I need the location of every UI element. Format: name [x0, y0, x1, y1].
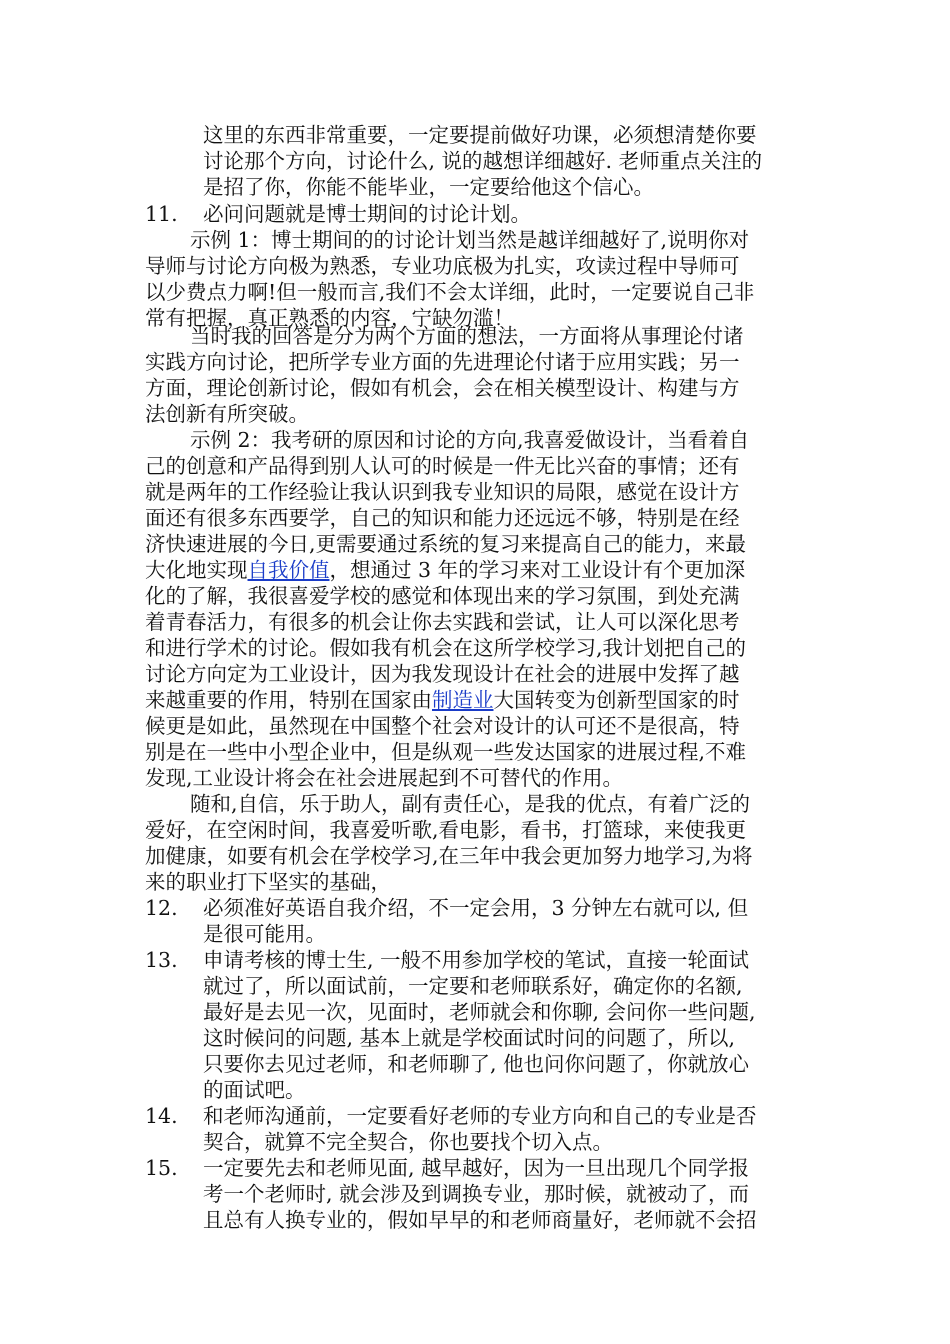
list-item-text: 一定要先去和老师见面, 越早越好，因为一旦出现几个同学报	[203, 1156, 750, 1180]
paragraph-line: 候更是如此，虽然现在中国整个社会对设计的认可还不是很高，特	[145, 714, 740, 738]
text-segment: 来越重要的作用，特别在国家由	[145, 688, 432, 712]
paragraph-line: 法创新有所突破。	[145, 402, 309, 426]
list-item-text: 只要你去见过老师，和老师聊了, 他也问你问题了，你就放心	[203, 1052, 750, 1076]
text-segment: ，想通过 3 年的学习来对工业设计有个更加深	[329, 558, 746, 582]
paragraph-line: 是招了你，你能不能毕业，一定要给他这个信心。	[203, 175, 654, 199]
text-segment: 大化地实现	[145, 558, 248, 582]
list-item-text: 必须准好英语自我介绍，不一定会用，3 分钟左右就可以, 但	[203, 896, 749, 920]
paragraph-line: 就是两年的工作经验让我认识到我专业知识的局限，感觉在设计方	[145, 480, 740, 504]
list-number: 14.	[145, 1104, 178, 1128]
list-item-text: 最好是去见一次，见面时，老师就会和你聊, 会问你一些问题,	[203, 1000, 756, 1024]
paragraph-line: 面还有很多东西要学，自己的知识和能力还远远不够，特别是在经	[145, 506, 740, 530]
list-item-text: 申请考核的博士生, 一般不用参加学校的笔试，直接一轮面试	[203, 948, 750, 972]
self-value-link[interactable]: 自我价值	[247, 558, 330, 582]
paragraph-line: 别是在一些中小型企业中，但是纵观一些发达国家的进展过程,不难	[145, 740, 747, 764]
paragraph-line: 讨论方向定为工业设计，因为我发现设计在社会的进展中发挥了越	[145, 662, 740, 686]
paragraph-line: 方面，理论创新讨论，假如有机会，会在相关模型设计、构建与方	[145, 376, 740, 400]
paragraph-line: 以少费点力啊!但一般而言,我们不会太详细，此时，一定要说自己非	[145, 280, 755, 304]
list-number: 15.	[145, 1156, 178, 1180]
list-item-text: 就过了，所以面试前，一定要和老师联系好，确定你的名额,	[203, 974, 743, 998]
paragraph-line-with-link	[145, 687, 740, 713]
paragraph-line: 己的创意和产品得到别人认可的时候是一件无比兴奋的事情；还有	[145, 454, 740, 478]
list-item-text: 契合，就算不完全契合，你也要找个切入点。	[203, 1130, 613, 1154]
list-item-text: 和老师沟通前，一定要看好老师的专业方向和自己的专业是否	[203, 1104, 757, 1128]
paragraph-line: 爱好，在空闲时间，我喜爱听歌,看电影，看书，打篮球，来使我更	[145, 818, 747, 842]
paragraph-line: 示例 2：我考研的原因和讨论的方向,我喜爱做设计，当看着自	[190, 428, 750, 452]
list-item-text: 这时候问的问题, 基本上就是学校面试时问的问题了，所以,	[203, 1026, 736, 1050]
manufacturing-link[interactable]: 制造业	[432, 688, 494, 712]
list-item-text: 是很可能用。	[203, 922, 326, 946]
list-item-text: 考一个老师时, 就会涉及到调换专业，那时候，就被动了，而	[203, 1182, 750, 1206]
list-number: 11.	[145, 202, 178, 226]
paragraph-line: 着青春活力，有很多的机会让你去实践和尝试，让人可以深化思考	[145, 610, 740, 634]
paragraph-line: 常有把握，真正熟悉的内容，宁缺勿滥！	[145, 306, 514, 330]
list-item-text: 的面试吧。	[203, 1078, 306, 1102]
list-item-text: 且总有人换专业的，假如早早的和老师商量好，老师就不会招	[203, 1208, 757, 1232]
list-number: 12.	[145, 896, 178, 920]
paragraph-line: 实践方向讨论，把所学专业方面的先进理论付诸于应用实践；另一	[145, 350, 740, 374]
paragraph-line: 发现,工业设计将会在社会进展起到不可替代的作用。	[145, 766, 624, 790]
list-item-text: 必问问题就是博士期间的讨论计划。	[203, 202, 531, 226]
text-segment: 大国转变为创新型国家的时	[493, 688, 740, 712]
paragraph-line: 来的职业打下坚实的基础，	[145, 870, 391, 894]
paragraph-line: 导师与讨论方向极为熟悉，专业功底极为扎实，攻读过程中导师可	[145, 254, 740, 278]
paragraph-line: 当时我的回答是分为两个方面的想法，一方面将从事理论付诸	[190, 324, 744, 348]
paragraph-line: 化的了解，我很喜爱学校的感觉和体现出来的学习氛围，到处充满	[145, 584, 740, 608]
paragraph-line: 和进行学术的讨论。假如我有机会在这所学校学习,我计划把自己的	[145, 636, 747, 660]
list-number: 13.	[145, 948, 178, 972]
paragraph-line: 济快速进展的今日,更需要通过系统的复习来提高自己的能力，来最	[145, 532, 747, 556]
paragraph-line: 加健康，如要有机会在学校学习,在三年中我会更加努力地学习,为将	[145, 844, 753, 868]
paragraph-line: 这里的东西非常重要，一定要提前做好功课，必须想清楚你要	[203, 123, 757, 147]
paragraph-line: 讨论那个方向，讨论什么, 说的越想详细越好. 老师重点关注的	[203, 149, 763, 173]
paragraph-line: 示例 1：博士期间的的讨论计划当然是越详细越好了,说明你对	[190, 228, 750, 252]
paragraph-line-with-link	[145, 557, 745, 583]
paragraph-line: 随和,自信，乐于助人，副有责任心，是我的优点，有着广泛的	[190, 792, 751, 816]
